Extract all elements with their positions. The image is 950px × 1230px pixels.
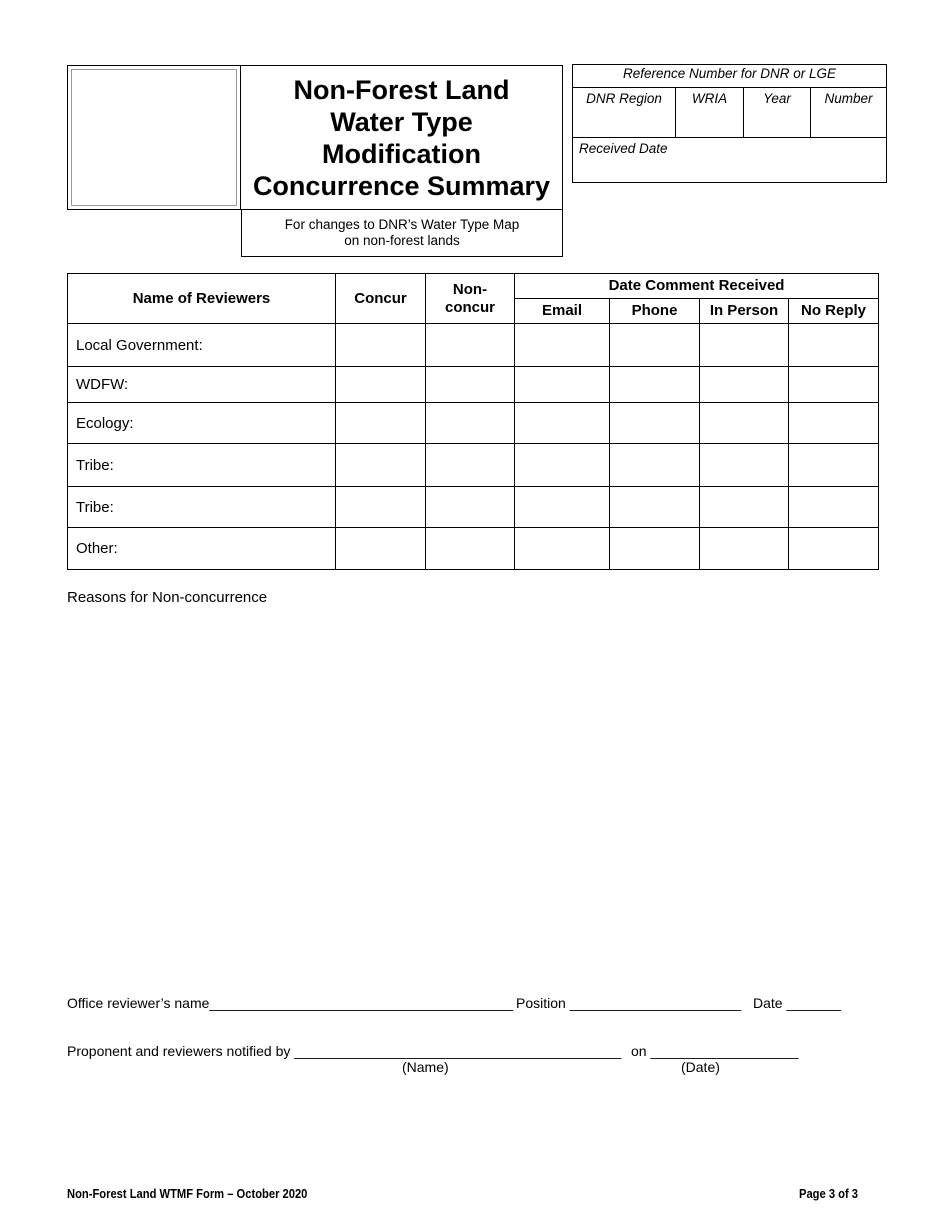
- col-date-comment-received: Date Comment Received: [515, 274, 879, 299]
- email-cell[interactable]: [515, 528, 610, 570]
- notified-by-row: [67, 1043, 621, 1059]
- concur-cell[interactable]: [336, 324, 426, 367]
- in-person-cell[interactable]: [700, 487, 789, 528]
- date-label: Date: [753, 995, 783, 1011]
- col-concur: Concur: [336, 274, 426, 324]
- reviewer-label: Ecology:: [68, 403, 336, 444]
- office-reviewer-label: Office reviewer’s name: [67, 995, 210, 1011]
- in-person-cell[interactable]: [700, 367, 789, 403]
- col-nonconcur-line-1: Non-: [452, 280, 488, 298]
- dnr-region-field[interactable]: DNR Region: [573, 88, 676, 138]
- footer-form-name: Non-Forest Land WTMF Form – October 2020: [67, 1186, 308, 1201]
- received-date-field[interactable]: Received Date: [573, 138, 887, 183]
- position-label: Position: [516, 995, 566, 1011]
- reviewer-label: Tribe:: [68, 487, 336, 528]
- reviewers-table: [67, 273, 879, 570]
- in-person-cell[interactable]: [700, 528, 789, 570]
- table-row: [68, 403, 879, 444]
- nonconcur-cell[interactable]: [426, 528, 515, 570]
- phone-cell[interactable]: [610, 444, 700, 487]
- concur-cell[interactable]: [336, 528, 426, 570]
- no-reply-cell[interactable]: [789, 367, 879, 403]
- title-box: [241, 65, 563, 210]
- table-row: [68, 367, 879, 403]
- email-cell[interactable]: [515, 487, 610, 528]
- phone-cell[interactable]: [610, 487, 700, 528]
- reference-number-table: [572, 64, 887, 183]
- title-line-2: Water Type: [330, 106, 473, 137]
- col-email: Email: [515, 299, 610, 324]
- no-reply-cell[interactable]: [789, 324, 879, 367]
- subtitle-line-2: on non-forest lands: [344, 233, 460, 248]
- reviewer-label: Local Government:: [68, 324, 336, 367]
- no-reply-cell[interactable]: [789, 444, 879, 487]
- col-nonconcur-line-2: concur: [444, 298, 495, 316]
- reasons-text-area[interactable]: [67, 612, 879, 972]
- nonconcur-cell[interactable]: [426, 487, 515, 528]
- email-cell[interactable]: [515, 403, 610, 444]
- logo-frame: [71, 69, 237, 206]
- in-person-cell[interactable]: [700, 403, 789, 444]
- title-line-3: Modification: [322, 138, 481, 169]
- title-line-4: Concurrence Summary: [252, 170, 551, 201]
- date-field[interactable]: _______: [786, 995, 841, 1011]
- nonconcur-cell[interactable]: [426, 324, 515, 367]
- office-reviewer-row: [67, 995, 513, 1011]
- nonconcur-cell[interactable]: [426, 444, 515, 487]
- name-caption: (Name): [402, 1059, 449, 1075]
- phone-cell[interactable]: [610, 324, 700, 367]
- col-nonconcur: [426, 274, 515, 324]
- notified-on-row: [631, 1043, 798, 1059]
- in-person-cell[interactable]: [700, 444, 789, 487]
- on-label: on: [631, 1043, 647, 1059]
- email-cell[interactable]: [515, 324, 610, 367]
- email-cell[interactable]: [515, 444, 610, 487]
- no-reply-cell[interactable]: [789, 487, 879, 528]
- email-cell[interactable]: [515, 367, 610, 403]
- reviewer-label: WDFW:: [68, 367, 336, 403]
- table-row: [68, 528, 879, 570]
- logo-box: [67, 65, 241, 210]
- notified-on-date-field[interactable]: ___________________: [650, 1043, 799, 1059]
- subtitle-line-1: For changes to DNR’s Water Type Map: [284, 217, 520, 232]
- no-reply-cell[interactable]: [789, 528, 879, 570]
- concur-cell[interactable]: [336, 487, 426, 528]
- col-no-reply: No Reply: [789, 299, 879, 324]
- col-in-person: In Person: [700, 299, 789, 324]
- no-reply-cell[interactable]: [789, 403, 879, 444]
- concur-cell[interactable]: [336, 403, 426, 444]
- nonconcur-cell[interactable]: [426, 367, 515, 403]
- position-field[interactable]: ______________________: [569, 995, 741, 1011]
- concur-cell[interactable]: [336, 444, 426, 487]
- concur-cell[interactable]: [336, 367, 426, 403]
- table-row: [68, 487, 879, 528]
- form-title: [253, 74, 550, 202]
- title-line-1: Non-Forest Land: [293, 74, 510, 105]
- date-caption: (Date): [681, 1059, 720, 1075]
- nonconcur-cell[interactable]: [426, 403, 515, 444]
- reasons-for-nonconcurrence-label: Reasons for Non-concurrence: [67, 589, 268, 606]
- col-name-of-reviewers: Name of Reviewers: [68, 274, 336, 324]
- reference-heading: Reference Number for DNR or LGE: [573, 65, 887, 88]
- year-field[interactable]: Year: [744, 88, 811, 138]
- wria-field[interactable]: WRIA: [676, 88, 744, 138]
- office-reviewer-name-field[interactable]: _______________________________________: [209, 995, 514, 1011]
- reviewer-label: Other:: [68, 528, 336, 570]
- table-row: [68, 444, 879, 487]
- position-row: [516, 995, 741, 1011]
- col-phone: Phone: [610, 299, 700, 324]
- number-field[interactable]: Number: [811, 88, 887, 138]
- footer-page-number: Page 3 of 3: [799, 1186, 859, 1201]
- phone-cell[interactable]: [610, 403, 700, 444]
- notified-by-name-field[interactable]: __________________________________________: [294, 1043, 622, 1059]
- reviewer-label: Tribe:: [68, 444, 336, 487]
- table-row: [68, 324, 879, 367]
- in-person-cell[interactable]: [700, 324, 789, 367]
- phone-cell[interactable]: [610, 528, 700, 570]
- phone-cell[interactable]: [610, 367, 700, 403]
- date-row: [753, 995, 841, 1011]
- notified-by-label: Proponent and reviewers notified by: [67, 1043, 291, 1059]
- subtitle-box: [241, 210, 563, 257]
